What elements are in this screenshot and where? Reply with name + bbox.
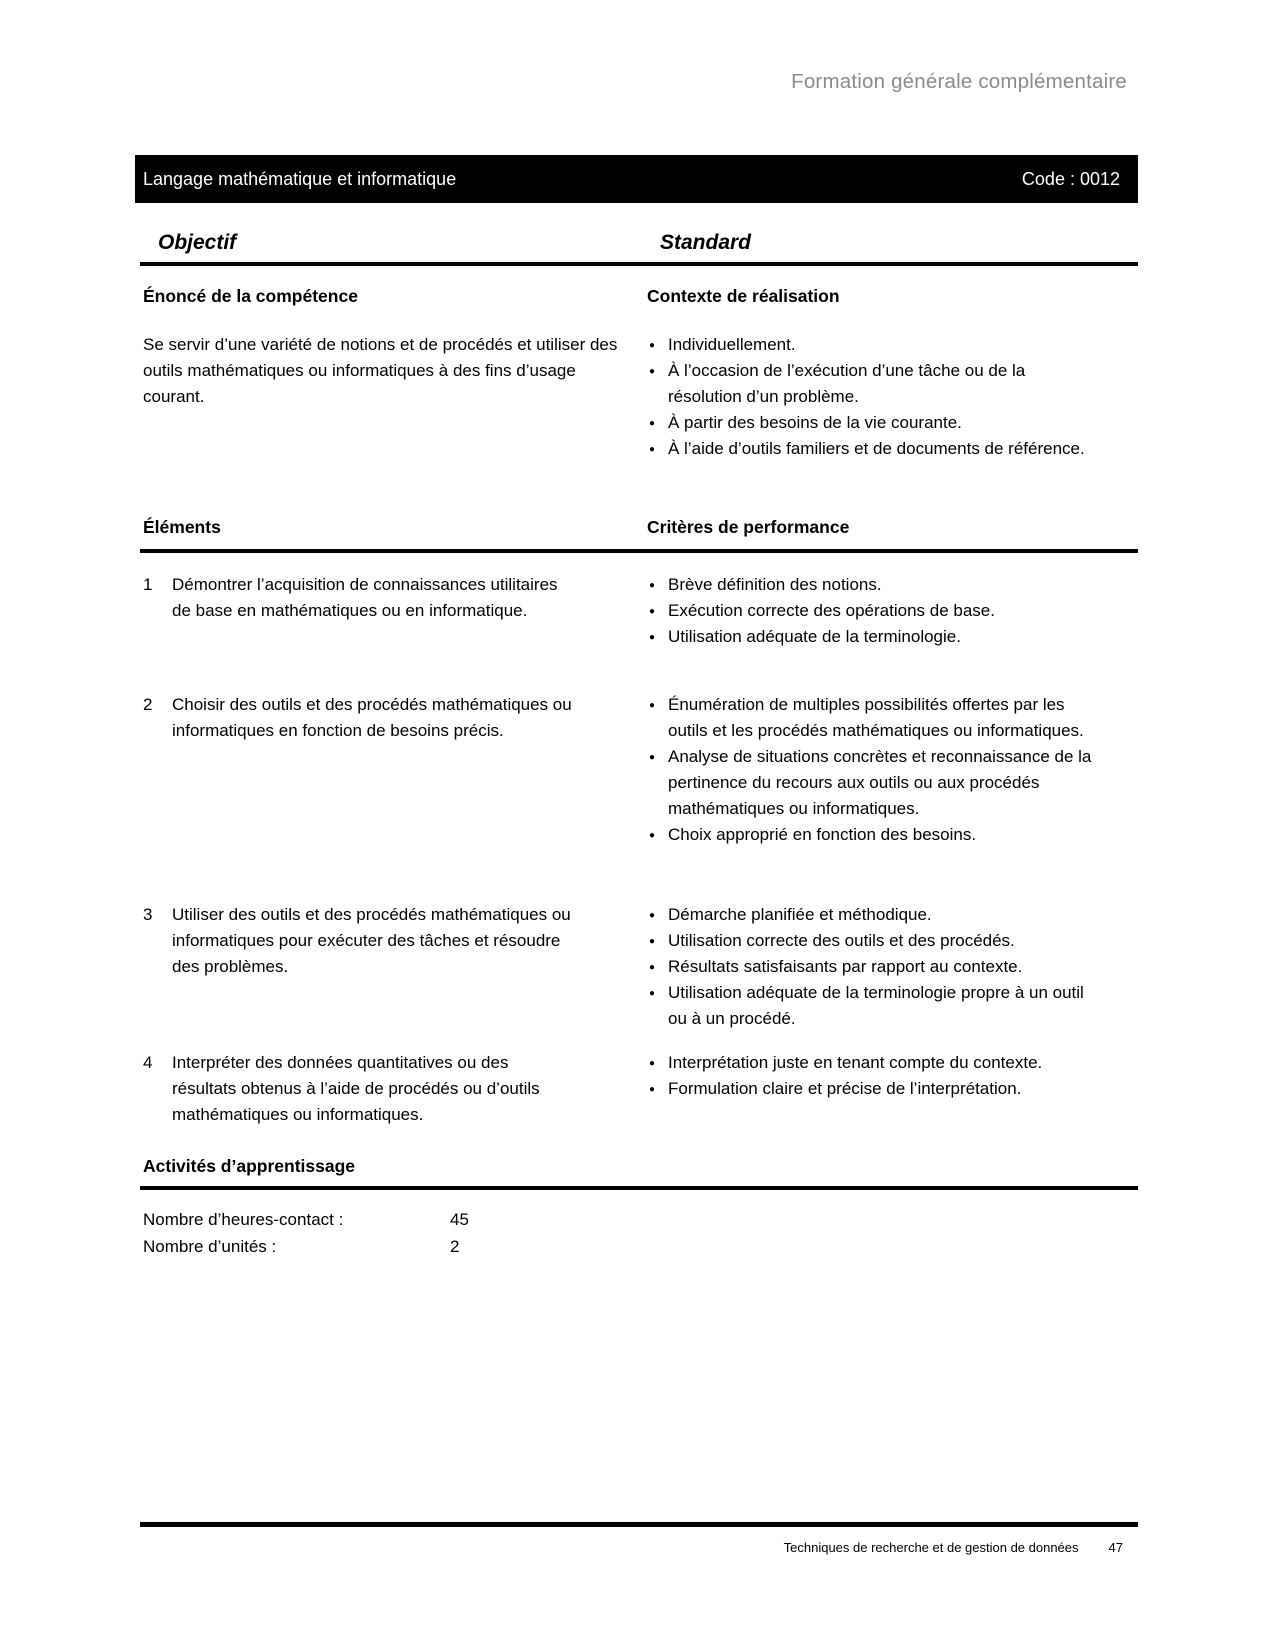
criteria-bullet-list	[647, 572, 1102, 650]
elements-heading-row	[143, 517, 1138, 538]
element-item	[143, 1050, 647, 1128]
bullet-item	[647, 822, 1098, 848]
bullet-icon: ●	[649, 700, 656, 711]
divider-rule-top	[140, 262, 1138, 266]
footer-program-name: Techniques de recherche et de gestion de données	[783, 1540, 1079, 1555]
element-text: Utiliser des outils et des procédés mathématiques ou informatiques pour exécuter des tâches et résoudre des problèmes.	[172, 905, 571, 976]
course-title: Langage mathématique et informatique	[143, 168, 457, 189]
criteria-bullet-list	[647, 902, 1102, 1032]
bullet-icon: ●	[649, 988, 656, 999]
element-number: 2	[143, 695, 153, 714]
bullet-text: Formulation claire et précise de l’interprétation.	[668, 1079, 1022, 1098]
bullet-text: À l’aide d’outils familiers et de documents de référence.	[668, 439, 1085, 458]
footer-page-number: 47	[1108, 1540, 1123, 1555]
bullet-icon: ●	[649, 418, 656, 429]
bullet-item	[647, 744, 1098, 822]
element-item	[143, 692, 647, 848]
activites-heading: Activités d’apprentissage	[143, 1156, 356, 1176]
element-item	[143, 902, 647, 1032]
bullet-item	[647, 1050, 1098, 1076]
bullet-text: Choix approprié en fonction des besoins.	[668, 825, 977, 844]
activites-table	[143, 1206, 469, 1260]
bullet-text: Utilisation adéquate de la terminologie.	[668, 627, 961, 646]
element-item	[143, 572, 647, 650]
enonce-heading: Énoncé de la compétence	[143, 286, 358, 306]
element-number: 3	[143, 905, 153, 924]
bullet-icon: ●	[649, 580, 656, 591]
activites-value: 2	[450, 1237, 460, 1256]
bullet-text: Brève définition des notions.	[668, 575, 882, 594]
bullet-item	[647, 598, 1098, 624]
standard-heading: Standard	[660, 231, 752, 254]
contexte-bullet-list	[647, 332, 1102, 462]
bullet-text: Individuellement.	[668, 335, 796, 354]
bullet-item	[647, 358, 1098, 410]
bullet-text: À partir des besoins de la vie courante.	[668, 413, 962, 432]
bullet-item	[647, 928, 1098, 954]
criteria-bullet-list	[647, 692, 1102, 848]
bullet-item	[647, 954, 1098, 980]
bullet-icon: ●	[649, 366, 656, 377]
element-text: Démontrer l’acquisition de connaissances utilitaires de base en mathématiques ou en informatique.	[172, 575, 558, 620]
elements-heading: Éléments	[143, 517, 221, 537]
element-item-row	[143, 572, 1138, 650]
subheading-row	[143, 286, 1138, 307]
bullet-icon: ●	[649, 1084, 656, 1095]
bullet-text: Démarche planifiée et méthodique.	[668, 905, 932, 924]
bullet-text: Interprétation juste en tenant compte du contexte.	[668, 1053, 1043, 1072]
bullet-text: Analyse de situations concrètes et reconnaissance de la pertinence du recours aux outils ou aux procédés mathématiques ou informatiques.	[668, 747, 1092, 818]
element-item-row	[143, 692, 1138, 848]
criteres-heading: Critères de performance	[647, 517, 850, 537]
competence-row	[143, 332, 1138, 462]
bullet-item	[647, 692, 1098, 744]
footer-rule	[140, 1522, 1138, 1527]
element-text: Interpréter des données quantitatives ou des résultats obtenus à l’aide de procédés ou d’outils mathématiques ou informatiques.	[172, 1053, 540, 1124]
bullet-icon: ●	[649, 606, 656, 617]
divider-rule-elements	[140, 549, 1138, 553]
criteria-bullet-list	[647, 1050, 1102, 1128]
bullet-icon: ●	[649, 632, 656, 643]
bullet-icon: ●	[649, 1058, 656, 1069]
element-item-row	[143, 902, 1138, 1032]
bullet-item	[647, 980, 1098, 1032]
bullet-text: Exécution correcte des opérations de base.	[668, 601, 995, 620]
running-head: Formation générale complémentaire	[791, 70, 1127, 93]
divider-rule-activites	[140, 1186, 1138, 1190]
activites-value: 45	[450, 1210, 469, 1229]
course-title-bar	[135, 155, 1138, 203]
footer	[784, 1540, 1123, 1555]
bullet-item	[647, 624, 1098, 650]
activites-label: Nombre d’unités :	[143, 1237, 277, 1256]
bullet-item	[647, 410, 1098, 436]
bullet-text: Énumération de multiples possibilités offertes par les outils et les procédés mathématiques ou informatiques.	[668, 695, 1084, 740]
bullet-icon: ●	[649, 936, 656, 947]
bullet-icon: ●	[649, 830, 656, 841]
element-text: Choisir des outils et des procédés mathématiques ou informatiques en fonction de besoins précis.	[172, 695, 572, 740]
bullet-icon: ●	[649, 340, 656, 351]
bullet-text: Utilisation adéquate de la terminologie propre à un outil ou à un procédé.	[668, 983, 1084, 1028]
element-number: 1	[143, 575, 153, 594]
course-code: Code : 0012	[1021, 168, 1120, 189]
bullet-item	[647, 902, 1098, 928]
bullet-icon: ●	[649, 444, 656, 455]
competence-statement: Se servir d’une variété de notions et de procédés et utiliser des outils mathématiques ou informatiques à des fins d’usage courant.	[143, 335, 618, 406]
bullet-item	[647, 1076, 1098, 1102]
contexte-heading: Contexte de réalisation	[647, 286, 840, 306]
element-number: 4	[143, 1053, 153, 1072]
bullet-text: À l’occasion de l’exécution d’une tâche ou de la résolution d’un problème.	[668, 361, 1026, 406]
bullet-item	[647, 332, 1098, 358]
bullet-icon: ●	[649, 962, 656, 973]
objectif-heading: Objectif	[158, 231, 237, 254]
element-item-row	[143, 1050, 1138, 1128]
activites-label: Nombre d’heures-contact :	[143, 1210, 344, 1229]
bullet-item	[647, 436, 1098, 462]
bullet-item	[647, 572, 1098, 598]
bullet-icon: ●	[649, 910, 656, 921]
bullet-text: Utilisation correcte des outils et des procédés.	[668, 931, 1015, 950]
objectif-standard-row	[0, 231, 1275, 259]
bullet-icon: ●	[649, 752, 656, 763]
bullet-text: Résultats satisfaisants par rapport au contexte.	[668, 957, 1023, 976]
